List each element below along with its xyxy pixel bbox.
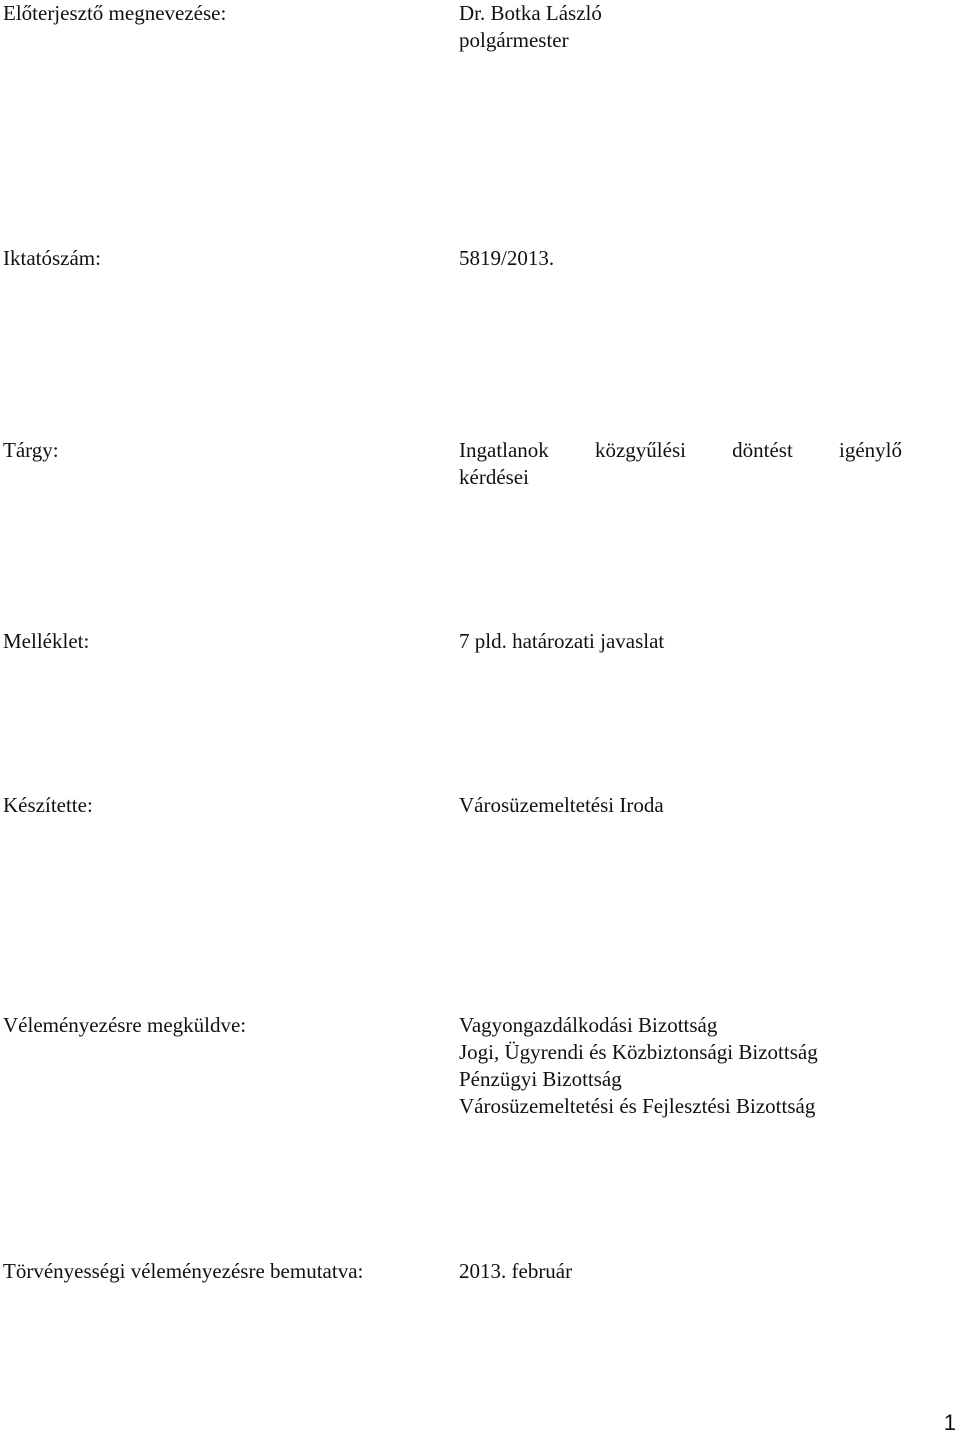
field-label: Készítette:: [3, 793, 93, 817]
field-value: [459, 1012, 902, 1120]
field-label: Melléklet:: [3, 629, 90, 653]
value-line: Vagyongazdálkodási Bizottság: [459, 1013, 718, 1037]
field-value: [459, 1258, 902, 1285]
value-line: Jogi, Ügyrendi és Közbiztonsági Bizottság: [459, 1040, 818, 1064]
field-label: Iktatószám:: [3, 246, 101, 270]
field-value: [459, 628, 902, 655]
value-line: polgármester: [459, 28, 569, 52]
field-label: Előterjesztő megnevezése:: [3, 1, 227, 25]
value-line: Pénzügyi Bizottság: [459, 1067, 622, 1091]
value-line: Dr. Botka László: [459, 1, 602, 25]
value-line: Városüzemeltetési Iroda: [459, 793, 664, 817]
value-line: 7 pld. határozati javaslat: [459, 629, 665, 653]
page-number: 1: [943, 1410, 956, 1435]
field-value: [459, 0, 902, 54]
field-label: Tárgy:: [3, 438, 59, 462]
value-line: Ingatlanok közgyűlési döntést igénylő: [459, 438, 902, 462]
field-value: [459, 437, 902, 491]
field-label: Törvényességi véleményezésre bemutatva:: [3, 1259, 364, 1283]
field-label: Véleményezésre megküldve:: [3, 1013, 247, 1037]
value-line: 5819/2013.: [459, 246, 555, 270]
field-value: [459, 792, 902, 819]
value-line: kérdései: [459, 465, 529, 489]
value-line: Városüzemeltetési és Fejlesztési Bizottság: [459, 1094, 816, 1118]
value-line: 2013. február: [459, 1259, 573, 1283]
field-value: [459, 245, 902, 272]
